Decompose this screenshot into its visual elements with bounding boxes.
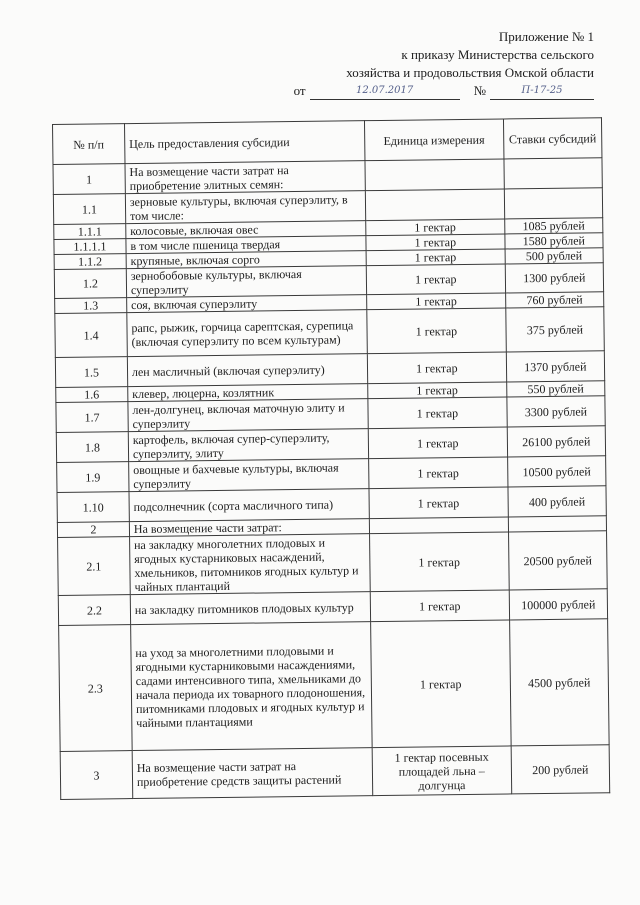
table-row <box>60 745 610 800</box>
row-rate-cell: 760 рублей <box>505 292 603 308</box>
row-number-cell: 1.10 <box>57 492 129 523</box>
row-goal-cell: зерновые культуры, включая суперэлиту, в том числе: <box>125 191 365 224</box>
row-goal-cell: клевер, люцерна, козлятник <box>128 384 368 402</box>
row-goal-cell: зернобобовые культуры, включая суперэлиту <box>126 266 366 298</box>
row-number-cell: 1.4 <box>55 313 127 358</box>
row-unit-cell: 1 гектар <box>367 293 506 310</box>
row-rate-cell: 100000 рублей <box>509 589 608 620</box>
row-unit-cell: 1 гектар <box>371 620 511 748</box>
row-unit-cell: 1 гектар <box>366 264 505 295</box>
row-unit-cell <box>369 517 508 534</box>
row-rate-cell: 1580 рублей <box>505 233 603 249</box>
row-goal-cell: на уход за многолетними плодовыми и ягодными кустарниковыми насаждениями, садами интенсивного типа, хмельниками до начала периода их товарного плодоношения, питомниками плодовых и ягодных культур и чайными плантациями <box>131 622 373 751</box>
col-header-goal: Цель предоставления субсидии <box>124 121 365 164</box>
row-goal-cell: овощные и бахчевые культуры, включая суперэлиту <box>129 459 369 492</box>
row-goal-cell: на закладку питомников плодовых культур <box>130 592 370 625</box>
row-unit-cell: 1 гектар <box>369 457 508 489</box>
row-rate-cell: 375 рублей <box>506 307 605 352</box>
appendix-title: Приложение № 1 <box>498 29 594 44</box>
from-label: от <box>293 83 306 98</box>
row-number-cell: 1.1.2 <box>54 254 126 270</box>
row-number-cell: 1.5 <box>55 357 127 388</box>
row-number-cell: 2.2 <box>58 595 130 626</box>
row-rate-cell: 10500 рублей <box>507 456 606 487</box>
row-goal-cell: картофель, включая супер-суперэлиту, суперэлиту, элиту <box>128 429 368 462</box>
row-rate-cell: 400 рублей <box>508 486 607 517</box>
row-rate-cell: 1300 рублей <box>505 263 604 293</box>
row-rate-cell: 20500 рублей <box>508 531 607 590</box>
row-unit-cell <box>365 189 504 221</box>
row-rate-cell: 200 рублей <box>511 745 610 794</box>
row-unit-cell: 1 гектар <box>366 234 505 251</box>
table-row <box>59 619 609 752</box>
col-header-number: № п/п <box>53 124 125 165</box>
row-number-cell: 2.3 <box>59 625 132 752</box>
row-rate-cell: 4500 рублей <box>509 619 609 746</box>
table-row <box>55 307 604 358</box>
row-goal-cell: колосовые, включая овес <box>126 221 366 239</box>
table-header-row <box>53 118 602 165</box>
row-unit-cell: 1 гектар <box>368 397 507 429</box>
row-goal-cell: На возмещение части затрат на приобретение элитных семян: <box>125 161 365 194</box>
row-rate-cell <box>504 158 603 189</box>
row-number-cell: 1.8 <box>56 432 128 463</box>
date-field <box>310 85 460 100</box>
row-number-cell: 1.1.1.1 <box>54 239 126 255</box>
col-header-unit: Единица измерения <box>364 119 503 161</box>
number-field <box>490 85 594 100</box>
row-rate-cell: 550 рублей <box>506 381 604 397</box>
ministry-name-line: хозяйства и продовольствия Омской области <box>346 65 594 80</box>
order-date-number-row <box>294 82 594 100</box>
col-header-rate: Ставки субсидий <box>503 118 602 159</box>
row-unit-cell: 1 гектар <box>369 532 508 592</box>
row-goal-cell: крупяные, включая сорго <box>126 251 366 269</box>
subsidy-rates-table <box>52 117 610 800</box>
row-rate-cell: 26100 рублей <box>507 426 606 457</box>
row-rate-cell: 1370 рублей <box>506 351 605 382</box>
row-unit-cell: 1 гектар <box>366 249 505 266</box>
row-number-cell: 3 <box>60 751 132 800</box>
row-number-cell: 1.7 <box>56 402 128 433</box>
row-goal-cell: подсолнечник (сорта масличного типа) <box>129 489 369 522</box>
table-body <box>53 158 610 800</box>
row-goal-cell: соя, включая суперэлиту <box>127 295 367 313</box>
row-unit-cell: 1 гектар <box>368 382 507 399</box>
table-row <box>58 531 608 596</box>
row-goal-cell: в том числе пшеница твердая <box>126 236 366 254</box>
row-goal-cell: лен-долгунец, включая маточную элиту и суперэлиту <box>128 399 368 432</box>
row-rate-cell <box>508 516 606 532</box>
order-reference-line: к приказу Министерства сельского <box>401 47 594 62</box>
row-unit-cell: 1 гектар <box>366 219 505 236</box>
row-unit-cell: 1 гектар <box>368 427 507 459</box>
row-goal-cell: На возмещение части затрат на приобретение средств защиты растений <box>132 748 373 799</box>
row-number-cell: 1 <box>53 164 125 195</box>
row-rate-cell: 1085 рублей <box>504 218 602 234</box>
row-number-cell: 1.6 <box>56 387 128 403</box>
row-goal-cell: лен масличный (включая суперэлиту) <box>127 354 367 387</box>
row-number-cell: 2.1 <box>58 537 131 596</box>
number-label: № <box>473 83 486 98</box>
document-header <box>294 28 594 100</box>
row-unit-cell <box>365 159 504 191</box>
row-goal-cell: рапс, рыжик, горчица сарептская, сурепица (включая суперэлиту по всем культурам) <box>127 310 368 357</box>
row-unit-cell: 1 гектар <box>367 352 506 384</box>
row-unit-cell: 1 гектар <box>369 487 508 519</box>
row-rate-cell: 500 рублей <box>505 248 603 264</box>
row-rate-cell <box>504 188 603 219</box>
row-number-cell: 1.3 <box>55 298 127 314</box>
row-rate-cell: 3300 рублей <box>507 396 606 427</box>
row-number-cell: 1.2 <box>54 269 126 299</box>
row-goal-cell: На возмещение части затрат: <box>129 519 369 537</box>
row-unit-cell: 1 гектар посевных площадей льна – долгунца <box>372 746 511 796</box>
row-unit-cell: 1 гектар <box>370 590 509 622</box>
handwritten-number: П-17-25 <box>521 85 563 96</box>
row-number-cell: 1.1.1 <box>54 224 126 240</box>
row-number-cell: 2 <box>57 522 129 538</box>
row-unit-cell: 1 гектар <box>367 308 506 354</box>
handwritten-date: 12.07.2017 <box>355 85 414 96</box>
row-number-cell: 1.9 <box>57 462 129 493</box>
row-number-cell: 1.1 <box>53 194 125 225</box>
row-goal-cell: на закладку многолетних плодовых и ягодных кустарниковых насаждений, хмельников, питомников ягодных культур и чайных плантаций <box>129 534 370 595</box>
